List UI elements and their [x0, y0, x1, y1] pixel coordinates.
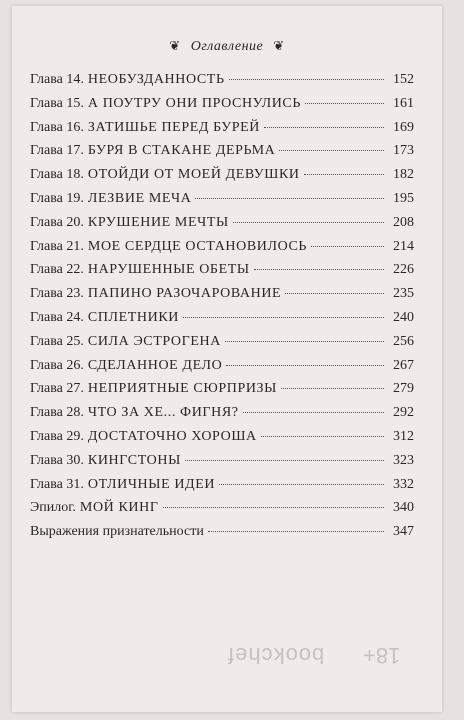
- leader-dots: [233, 222, 384, 223]
- leader-dots: [163, 507, 384, 508]
- chapter-number: Глава 16.: [30, 119, 84, 135]
- leader-dots: [281, 388, 384, 389]
- leader-dots: [261, 436, 384, 437]
- chapter-title: Выражения признательности: [30, 524, 204, 540]
- leader-dots: [285, 293, 384, 294]
- page-number: 173: [393, 143, 414, 159]
- toc-entry: [30, 310, 414, 334]
- page-number: 256: [393, 333, 414, 349]
- chapter-title: ОТЛИЧНЫЕ ИДЕИ: [87, 476, 216, 492]
- chapter-number: Глава 18.: [30, 167, 84, 183]
- page-number: 214: [393, 238, 414, 254]
- page-number: 226: [393, 262, 414, 278]
- chapter-number: Глава 31.: [30, 476, 84, 492]
- leader-dots: [279, 150, 384, 151]
- chapter-title: СПЛЕТНИКИ: [87, 309, 180, 325]
- chapter-title: КИНГСТОНЫ: [87, 452, 181, 468]
- chapter-number: Глава 21.: [30, 238, 84, 254]
- chapter-title: СИЛА ЭСТРОГЕНА: [87, 333, 221, 349]
- chapter-number: Глава 14.: [30, 72, 84, 87]
- book-page: [12, 6, 442, 712]
- chapter-title: ЗАТИШЬЕ ПЕРЕД БУРЕЙ: [87, 119, 261, 135]
- page-title: Оглавление: [190, 39, 264, 54]
- page-number: 152: [393, 72, 414, 87]
- chapter-title: МОЙ КИНГ: [79, 500, 159, 516]
- toc-entry: [30, 381, 414, 405]
- chapter-number: Глава 24.: [30, 309, 84, 325]
- page-number: 208: [393, 214, 414, 230]
- chapter-number: Глава 19.: [30, 190, 84, 206]
- page-number: 279: [393, 381, 414, 397]
- chapter-number: Глава 25.: [30, 333, 84, 349]
- toc-entry: [30, 477, 414, 501]
- chapter-number: Глава 27.: [30, 381, 84, 397]
- page-number: 182: [393, 167, 414, 183]
- leader-dots: [264, 127, 384, 128]
- toc-entry: [30, 72, 414, 96]
- chapter-number: Глава 26.: [30, 357, 84, 373]
- chapter-title: ЧТО ЗА ХЕ... ФИГНЯ?: [87, 405, 239, 421]
- leader-dots: [195, 198, 384, 199]
- leader-dots: [185, 460, 384, 461]
- toc-entry: [30, 334, 414, 358]
- toc-entry: [30, 239, 414, 263]
- chapter-title: А ПОУТРУ ОНИ ПРОСНУЛИСЬ: [87, 95, 301, 111]
- toc-entry: [30, 405, 414, 429]
- leader-dots: [229, 79, 384, 80]
- leader-dots: [305, 103, 384, 104]
- page-number: 332: [393, 476, 414, 492]
- chapter-number: Глава 28.: [30, 405, 84, 421]
- chapter-title: КРУШЕНИЕ МЕЧТЫ: [87, 214, 229, 230]
- chapter-title: НАРУШЕННЫЕ ОБЕТЫ: [87, 262, 250, 278]
- chapter-title: НЕПРИЯТНЫЕ СЮРПРИЗЫ: [87, 381, 277, 397]
- chapter-title: СДЕЛАННОЕ ДЕЛО: [87, 357, 223, 373]
- chapter-title: ДОСТАТОЧНО ХОРОША: [87, 428, 257, 444]
- leader-dots: [226, 365, 384, 366]
- table-of-contents: [30, 72, 414, 548]
- toc-entry: [30, 215, 414, 239]
- chapter-title: ПАПИНО РАЗОЧАРОВАНИЕ: [87, 286, 282, 302]
- page-number: 340: [393, 500, 414, 516]
- toc-entry: [30, 358, 414, 382]
- toc-entry: [30, 262, 414, 286]
- ornament-right-icon: ❦: [273, 38, 285, 53]
- leader-dots: [225, 341, 384, 342]
- page-number: 323: [393, 452, 414, 468]
- page-number: 195: [393, 190, 414, 206]
- bleed-through-publisher-logo: bookchef: [226, 643, 324, 668]
- toc-entry: [30, 191, 414, 215]
- toc-entry: [30, 453, 414, 477]
- toc-entry: [30, 167, 414, 191]
- chapter-number: Глава 29.: [30, 428, 84, 444]
- page-number: 235: [393, 286, 414, 302]
- leader-dots: [243, 412, 384, 413]
- toc-entry: [30, 96, 414, 120]
- toc-entry: [30, 524, 414, 548]
- toc-entry: [30, 286, 414, 310]
- leader-dots: [183, 317, 384, 318]
- chapter-number: Глава 17.: [30, 143, 84, 159]
- page-number: 347: [393, 524, 414, 540]
- bleed-through-age-rating: 18+: [362, 643, 400, 668]
- page-number: 267: [393, 357, 414, 373]
- page-number: 312: [393, 428, 414, 444]
- chapter-number: Глава 20.: [30, 214, 84, 230]
- chapter-number: Эпилог.: [30, 500, 76, 516]
- leader-dots: [208, 531, 384, 532]
- leader-dots: [311, 246, 384, 247]
- ornament-left-icon: ❦: [169, 38, 181, 53]
- chapter-number: Глава 15.: [30, 95, 84, 111]
- page-number: 161: [393, 95, 414, 111]
- page-number: 240: [393, 309, 414, 325]
- chapter-title: ОТОЙДИ ОТ МОЕЙ ДЕВУШКИ: [87, 167, 300, 183]
- chapter-number: Глава 22.: [30, 262, 84, 278]
- page-number: 169: [393, 119, 414, 135]
- chapter-number: Глава 30.: [30, 452, 84, 468]
- page-number: 292: [393, 405, 414, 421]
- toc-entry: [30, 143, 414, 167]
- toc-entry: [30, 120, 414, 144]
- toc-entry: [30, 429, 414, 453]
- chapter-title: БУРЯ В СТАКАНЕ ДЕРЬМА: [87, 143, 276, 159]
- leader-dots: [219, 484, 384, 485]
- chapter-title: ЛЕЗВИЕ МЕЧА: [87, 190, 192, 206]
- toc-header: [12, 38, 442, 55]
- toc-entry: [30, 500, 414, 524]
- chapter-number: Глава 23.: [30, 286, 84, 302]
- chapter-title: НЕОБУЗДАННОСТЬ: [87, 72, 225, 87]
- leader-dots: [254, 269, 384, 270]
- leader-dots: [304, 174, 384, 175]
- chapter-title: МОЕ СЕРДЦЕ ОСТАНОВИЛОСЬ: [87, 238, 308, 254]
